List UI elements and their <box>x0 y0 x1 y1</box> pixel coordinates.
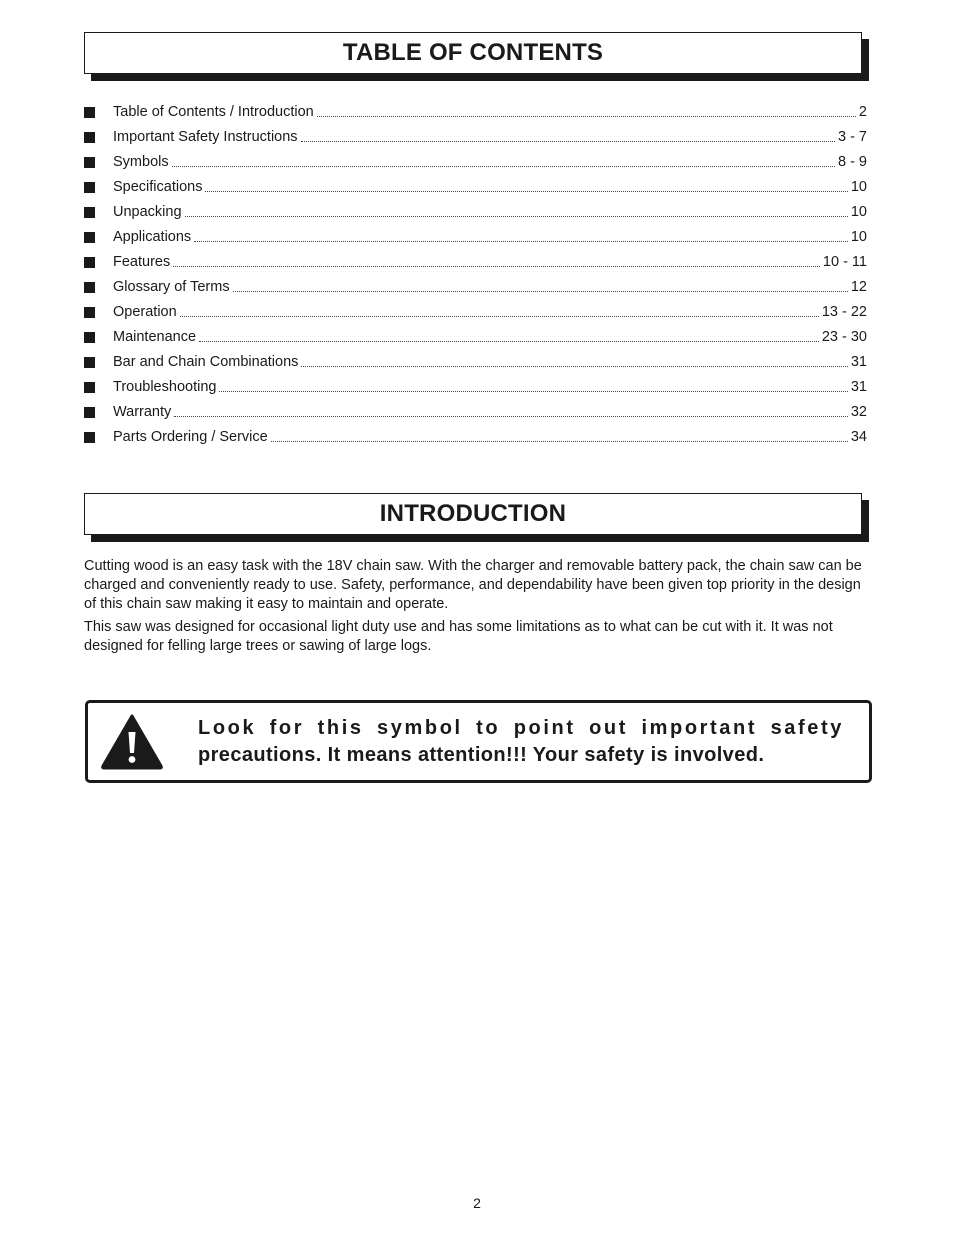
toc-item-page: 3 - 7 <box>837 129 867 145</box>
square-bullet-icon <box>84 157 95 168</box>
toc-item-page: 10 <box>850 229 867 245</box>
toc-item-page: 2 <box>858 104 867 120</box>
toc-dot-leader <box>199 341 819 342</box>
toc-item <box>84 397 867 422</box>
square-bullet-icon <box>84 382 95 393</box>
toc-item-page: 23 - 30 <box>821 329 867 345</box>
toc-dot-leader <box>233 291 848 292</box>
safety-notice-text <box>198 715 844 769</box>
toc-title: TABLE OF CONTENTS <box>342 39 604 66</box>
square-bullet-icon <box>84 232 95 243</box>
square-bullet-icon <box>84 307 95 318</box>
toc-item-label: Bar and Chain Combinations <box>113 354 299 370</box>
square-bullet-icon <box>84 332 95 343</box>
toc-item-label: Important Safety Instructions <box>113 129 298 145</box>
square-bullet-icon <box>84 182 95 193</box>
warning-triangle-icon <box>100 713 164 770</box>
toc-item-label: Symbols <box>113 154 169 170</box>
toc-dot-leader <box>219 391 847 392</box>
toc-item-page: 8 - 9 <box>837 154 867 170</box>
toc-dot-leader <box>194 241 848 242</box>
toc-item <box>84 197 867 222</box>
toc-list <box>84 97 867 447</box>
introduction-header <box>84 493 862 535</box>
toc-item-page: 34 <box>850 429 867 445</box>
toc-item <box>84 222 867 247</box>
toc-item-page: 32 <box>850 404 867 420</box>
toc-item-page: 10 <box>850 179 867 195</box>
introduction-paragraph-1: Cutting wood is an easy task with the 18V chain saw. With the charger and removable battery pack, the chain saw can be charged and conveniently ready to use. Safety, performance, and dependability have been given top priority in the design of this chain saw making it easy to maintain and operate. <box>84 558 862 612</box>
toc-item-label: Specifications <box>113 179 203 195</box>
toc-item-label: Glossary of Terms <box>113 279 230 295</box>
toc-item <box>84 247 867 272</box>
toc-item-label: Unpacking <box>113 204 182 220</box>
safety-notice-line-1: Look for this symbol to point out important safety <box>198 717 844 739</box>
square-bullet-icon <box>84 257 95 268</box>
toc-item-page: 10 <box>850 204 867 220</box>
toc-dot-leader <box>271 441 848 442</box>
toc-item-page: 10 - 11 <box>822 254 867 270</box>
square-bullet-icon <box>84 407 95 418</box>
toc-item <box>84 122 867 147</box>
toc-item-label: Warranty <box>113 404 172 420</box>
toc-item <box>84 272 867 297</box>
safety-notice-box <box>85 700 872 783</box>
toc-item-label: Maintenance <box>113 329 197 345</box>
toc-item-label: Applications <box>113 229 192 245</box>
introduction-body <box>84 557 874 660</box>
toc-item-page: 12 <box>850 279 867 295</box>
toc-item <box>84 347 867 372</box>
toc-item-page: 13 - 22 <box>821 304 867 320</box>
toc-header <box>84 32 862 74</box>
toc-dot-leader <box>173 266 820 267</box>
page-number: 2 <box>473 1195 481 1211</box>
toc-dot-leader <box>174 416 848 417</box>
toc-item <box>84 97 867 122</box>
square-bullet-icon <box>84 207 95 218</box>
toc-item-label: Features <box>113 254 171 270</box>
toc-dot-leader <box>301 141 835 142</box>
toc-item-label: Parts Ordering / Service <box>113 429 268 445</box>
toc-item-page: 31 <box>850 379 867 395</box>
square-bullet-icon <box>84 282 95 293</box>
toc-dot-leader <box>301 366 847 367</box>
toc-dot-leader <box>317 116 856 117</box>
toc-item <box>84 322 867 347</box>
square-bullet-icon <box>84 132 95 143</box>
toc-dot-leader <box>180 316 819 317</box>
toc-item-page: 31 <box>850 354 867 370</box>
toc-dot-leader <box>185 216 848 217</box>
toc-item <box>84 297 867 322</box>
toc-dot-leader <box>205 191 847 192</box>
square-bullet-icon <box>84 107 95 118</box>
square-bullet-icon <box>84 357 95 368</box>
toc-item <box>84 372 867 397</box>
toc-item <box>84 147 867 172</box>
square-bullet-icon <box>84 432 95 443</box>
toc-item-label: Troubleshooting <box>113 379 217 395</box>
toc-item-label: Operation <box>113 304 177 320</box>
toc-item <box>84 422 867 447</box>
toc-item <box>84 172 867 197</box>
introduction-paragraph-2: This saw was designed for occasional light duty use and has some limitations as to what can be cut with it. It was not designed for felling large trees or sawing of large logs. <box>84 619 833 654</box>
safety-notice-line-2: precautions. It means attention!!! Your safety is involved. <box>198 744 765 766</box>
toc-item-label: Table of Contents / Introduction <box>113 104 314 120</box>
introduction-title: INTRODUCTION <box>379 500 567 527</box>
toc-dot-leader <box>172 166 835 167</box>
